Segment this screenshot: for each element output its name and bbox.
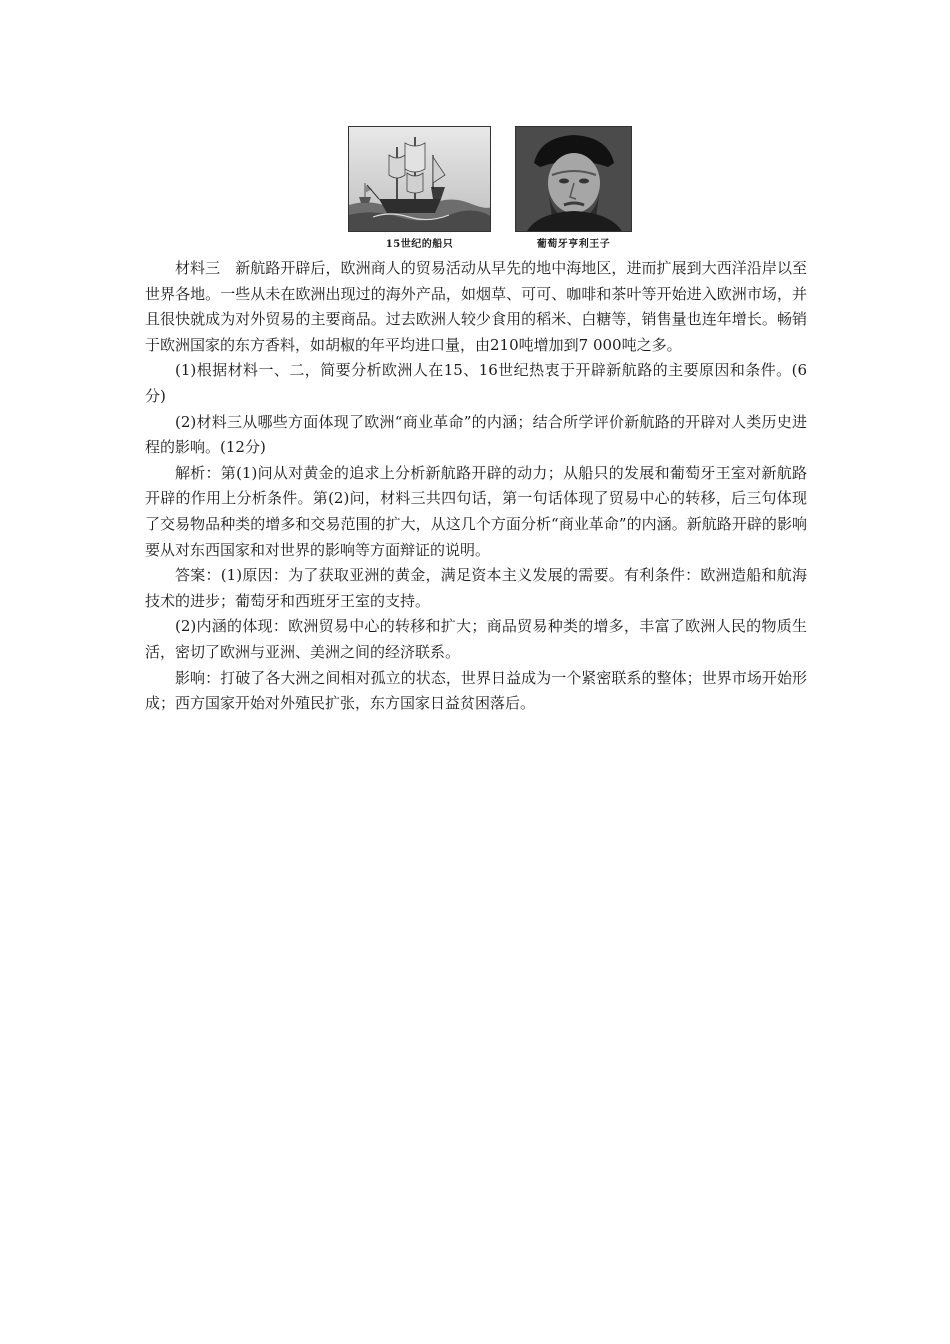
question-1: (1)根据材料一、二，简要分析欧洲人在15、16世纪热衷于开辟新航路的主要原因和条件。(6分): [145, 361, 807, 405]
ship-figure: [348, 126, 491, 250]
answer-1-paragraph: 答案：(1)原因：为了获取亚洲的黄金，满足资本主义发展的需要。有利条件：欧洲造船和航海技术的进步；葡萄牙和西班牙王室的支持。: [145, 566, 807, 610]
portrait-caption: 葡萄牙亨利王子: [536, 239, 611, 250]
question-2: (2)材料三从哪些方面体现了欧洲“商业革命”的内涵；结合所学评价新航路的开辟对人类历史进程的影响。(12分): [145, 412, 807, 457]
figure-row: [348, 126, 638, 252]
portrait-illustration: [515, 126, 632, 232]
material-three-paragraph: 材料三 新航路开辟后，欧洲商人的贸易活动从早先的地中海地区，进而扩展到大西洋沿岸以至世界各地。一些从未在欧洲出现过的海外产品，如烟草、可可、咖啡和茶叶等开始进入欧洲市场，并且很快就成为对外贸易的主要商品。过去欧洲人较少食用的稻米、白糖等，销售量也连年增长。畅销于欧洲国家的东方香料，如胡椒的年平均进口量，由210吨增加到7 000吨之多。: [145, 259, 807, 354]
analysis-paragraph: 解析：第(1)问从对黄金的追求上分析新航路开辟的动力；从船只的发展和葡萄牙王室对新航路开辟的作用上分析条件。第(2)问，材料三共四句话，第一句话体现了贸易中心的转移，后三句体现了交易物品种类的增多和交易范围的扩大，从这几个方面分析“商业革命”的内涵。新航路开辟的影响要从对东西国家和对世界的影响等方面辩证的说明。: [145, 463, 807, 559]
impact-paragraph: 影响：打破了各大洲之间相对孤立的状态，世界日益成为一个紧密联系的整体；世界市场开始形成；西方国家开始对外殖民扩张，东方国家日益贫困落后。: [145, 668, 807, 713]
sailing-ship-illustration: [348, 126, 491, 232]
document-body: [145, 256, 807, 717]
ship-caption: 15世纪的船只: [385, 239, 454, 250]
portrait-figure: [515, 126, 632, 250]
answer-2-paragraph: (2)内涵的体现：欧洲贸易中心的转移和扩大；商品贸易种类的增多，丰富了欧洲人民的物质生活，密切了欧洲与亚洲、美洲之间的经济联系。: [145, 617, 807, 661]
